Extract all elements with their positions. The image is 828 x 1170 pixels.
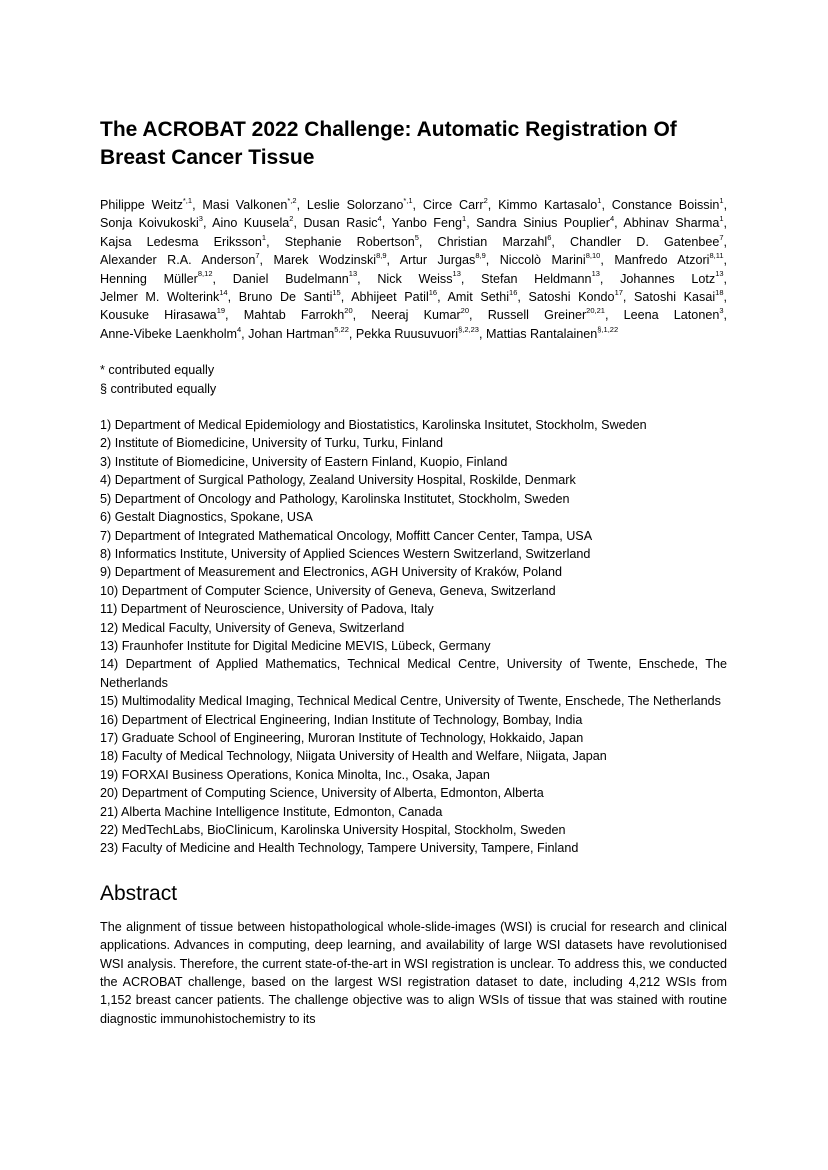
author-name: [100, 287, 228, 305]
author-name: [202, 195, 297, 212]
author-affiliation-marker: 8,10: [585, 251, 601, 261]
author-name: [232, 269, 358, 286]
author-affiliation-marker: *,2: [287, 195, 297, 205]
affiliation-item: 18) Faculty of Medical Technology, Niigata University of Health and Welfare, Niigata, Japan: [100, 749, 607, 764]
author-name-text: Artur Jurgas: [399, 253, 476, 268]
author-affiliation-marker: §,1,22: [597, 324, 619, 334]
author-name: [273, 253, 386, 267]
author-name-text: Johannes Lotz: [620, 271, 716, 286]
author-affiliation-marker: 16: [428, 287, 438, 297]
author-affiliation-marker: 1: [719, 195, 724, 205]
affiliation-item: 7) Department of Integrated Mathematical Oncology, Moffitt Cancer Center, Tampa, USA: [100, 528, 593, 543]
affiliation-item: 1) Department of Medical Epidemiology and Biostatistics, Karolinska Insitutet, Stockholm, Sweden: [100, 418, 647, 433]
author-name: [100, 324, 242, 341]
author-name-text: Constance Boissin: [611, 198, 720, 212]
author-affiliation-marker: *,1: [182, 195, 193, 205]
affiliation-item: 22) MedTechLabs, BioClinicum, Karolinska University Hospital, Stockholm, Sweden: [100, 823, 566, 837]
author-name: [400, 253, 486, 267]
author-name: [422, 195, 488, 212]
author-name-text: Satoshi Kondo: [528, 290, 615, 305]
author-name: [447, 287, 518, 305]
affiliation-list: [100, 416, 727, 858]
author-name-text: Russell Greiner: [487, 308, 587, 323]
author-affiliation-marker: 13: [591, 269, 600, 279]
author-affiliation-marker: 4: [609, 214, 615, 224]
author-affiliation-marker: 8,9: [376, 251, 387, 261]
author-name-text: Kimmo Kartasalo: [498, 198, 598, 212]
author-name: [100, 232, 267, 249]
author-name: [485, 324, 619, 341]
author-name-text: Sonja Koivukoski: [100, 216, 199, 231]
author-name: [634, 287, 724, 305]
paper-page: [100, 116, 727, 1041]
author-name-text: Marek Wodzinski: [273, 253, 377, 268]
author-name: [620, 269, 724, 286]
author-affiliation-marker: 16: [509, 287, 518, 297]
author-name: [303, 216, 381, 230]
affiliation-item: 19) FORXAI Business Operations, Konica Minolta, Inc., Osaka, Japan: [100, 767, 490, 782]
author-name: [391, 216, 466, 230]
author-name: [100, 216, 203, 230]
author-name: [100, 195, 193, 212]
author-name: [351, 287, 438, 305]
affiliation-item: 10) Department of Computer Science, University of Geneva, Geneva, Switzerland: [100, 583, 556, 598]
author-affiliation-marker: 1: [597, 195, 602, 205]
author-name-text: Stephanie Robertson: [284, 234, 415, 249]
contribution-note: § contributed equally: [100, 381, 217, 396]
author-name: [100, 253, 260, 267]
author-affiliation-marker: 8,9: [475, 251, 486, 261]
author-affiliation-marker: 5: [414, 232, 419, 242]
contribution-notes: [100, 361, 727, 398]
author-affiliation-marker: 13: [715, 269, 724, 279]
author-affiliation-marker: 5,22: [334, 324, 349, 334]
author-name-text: Alexander R.A. Anderson: [100, 253, 256, 268]
contribution-note: * contributed equally: [100, 363, 215, 378]
paper-title: The ACROBAT 2022 Challenge: Automatic Registration Of Breast Cancer Tissue: [100, 118, 677, 169]
author-affiliation-marker: 20: [460, 306, 470, 316]
author-name: [437, 232, 552, 249]
affiliation-item: 5) Department of Oncology and Pathology, Karolinska Institutet, Stockholm, Sweden: [100, 491, 570, 506]
author-affiliation-marker: 20: [344, 306, 353, 316]
author-name-text: Abhinav Sharma: [623, 216, 720, 231]
affiliation-item: 13) Fraunhofer Institute for Digital Medicine MEVIS, Lübeck, Germany: [100, 638, 491, 653]
author-name-text: Satoshi Kasai: [634, 290, 716, 305]
author-name: [528, 287, 623, 305]
affiliation-item: 16) Department of Electrical Engineering, Indian Institute of Technology, Bombay, India: [100, 712, 583, 727]
author-name-text: Nick Weiss: [377, 271, 453, 286]
author-name-text: Leena Latonen: [623, 308, 720, 323]
author-affiliation-marker: 2: [289, 214, 294, 224]
affiliation-item: 15) Multimodality Medical Imaging, Technical Medical Centre, University of Twente, Enschede, The Netherlands: [100, 694, 721, 709]
affiliation-item: 20) Department of Computing Science, University of Alberta, Edmonton, Alberta: [100, 786, 544, 801]
author-name-text: Masi Valkonen: [202, 198, 288, 212]
author-name-text: Neeraj Kumar: [371, 308, 461, 323]
author-name: [500, 253, 601, 267]
author-name-text: Daniel Budelmann: [232, 271, 349, 286]
author-name-text: Sandra Sinius Pouplier: [476, 216, 610, 231]
author-name: [248, 324, 349, 341]
author-affiliation-marker: 2: [483, 195, 488, 205]
author-name-text: Manfredo Atzori: [614, 253, 710, 268]
author-name: [488, 308, 605, 322]
affiliation-item: 4) Department of Surgical Pathology, Zealand University Hospital, Roskilde, Denmark: [100, 473, 576, 488]
author-name: [306, 195, 413, 212]
author-affiliation-marker: 6: [547, 232, 552, 242]
author-name: [238, 287, 341, 305]
author-name-text: Bruno De Santi: [238, 290, 333, 305]
author-affiliation-marker: *,1: [403, 195, 413, 205]
author-name-text: Kajsa Ledesma Eriksson: [100, 234, 262, 249]
author-affiliation-marker: 3: [719, 306, 724, 316]
affiliation-item: 6) Gestalt Diagnostics, Spokane, USA: [100, 510, 313, 525]
author-name-text: Christian Marzahl: [437, 234, 548, 249]
author-affiliation-marker: 20,21: [586, 306, 605, 316]
author-affiliation-marker: 15: [332, 287, 341, 297]
affiliation-item: 14) Department of Applied Mathematics, Technical Medical Centre, University of Twente, Enschede, The Netherlands: [100, 657, 727, 690]
author-affiliation-marker: 1: [719, 214, 724, 224]
author-affiliation-marker: 14: [219, 287, 228, 297]
author-affiliation-marker: 4: [377, 214, 382, 224]
affiliation-item: 9) Department of Measurement and Electronics, AGH University of Kraków, Poland: [100, 565, 562, 580]
affiliation-item: 23) Faculty of Medicine and Health Technology, Tampere University, Tampere, Finland: [100, 841, 579, 856]
author-name-text: Aino Kuusela: [212, 216, 290, 231]
author-name: [498, 195, 602, 212]
author-name: [355, 324, 479, 341]
abstract-text: The alignment of tissue between histopathological whole-slide-images (WSI) is crucial for research and clinical applications. Advances in computing, deep learning, and availability of large WSI datasets have revolutionised WSI analysis. Therefore, the current state-of-the-art in WSI registration is unclear. To address this, we conducted the ACROBAT challenge, based on the largest WSI registration dataset to date, including 4,212 WSIs from 1,152 breast cancer patients. The challenge objective was to align WSIs of tissue that was stained with routine diagnostic immunohistochemistry to its: [100, 919, 727, 1026]
author-name-text: Abhijeet Patil: [351, 290, 429, 305]
author-name: [570, 232, 724, 249]
author-affiliation-marker: 13: [348, 269, 358, 279]
author-name-text: Jelmer M. Wolterink: [100, 290, 220, 305]
author-name-text: Henning Müller: [100, 271, 198, 286]
author-affiliation-marker: 8,11: [709, 251, 724, 261]
author-affiliation-marker: 7: [719, 232, 724, 242]
author-name-text: Niccolò Marini: [499, 253, 586, 268]
author-name-text: Yanbo Feng: [391, 216, 463, 231]
author-name: [481, 269, 600, 286]
author-name-text: Amit Sethi: [447, 290, 510, 305]
author-affiliation-marker: §,2,23: [458, 324, 479, 334]
author-name-text: Philippe Weitz: [100, 198, 183, 212]
author-name-text: Stefan Heldmann: [481, 271, 592, 286]
author-affiliation-marker: 1: [261, 232, 267, 242]
author-affiliation-marker: 13: [452, 269, 461, 279]
author-name: [611, 195, 724, 212]
author-affiliation-marker: 8,12: [197, 269, 213, 279]
affiliation-item: 17) Graduate School of Engineering, Muroran Institute of Technology, Hokkaido, Japan: [100, 730, 584, 745]
author-name: [614, 253, 723, 267]
affiliation-item: 8) Informatics Institute, University of Applied Sciences Western Switzerland, Switzerland: [100, 546, 591, 561]
author-name: [244, 308, 353, 322]
author-affiliation-marker: 18: [715, 287, 724, 297]
author-name-text: Dusan Rasic: [303, 216, 378, 231]
author-name-text: Mahtab Farrokh: [243, 308, 345, 323]
author-name: [377, 269, 461, 286]
author-list: Philippe Weitz$^{*,1}$, Masi Valkonen$^{*,2}$, Leslie Solorzano$^{*,1}$, Circe Carr$^2$, Kimmo Kartasalo$^1$, Constance Boissin$^1$, Sonja Koivukoski$^3$, Aino Kuusela$^2$, Dusan Rasic$^4$, Yanbo Feng$^1$, Sandra Sinius Pouplier$^4$, Abhinav Sharma$^1$, Kajsa Ledesma Eriksson$^1$, Stephanie Robertson$^5$, Christian Marzahl$^6$, Chandler D. Gatenbee$^7$, Alexander R.A. Anderson$^7$, Marek Wodzinski$^{8,9}$, Artur Jurgas$^{8,9}$, Niccolò Marini$^{8,10}$, Manfredo Atzori$^{8,11}$, Henning Müller$^{8,12}$, Daniel Budelmann$^{13}$, Nick Weiss$^{13}$, Stefan Heldmann$^{13}$, Johannes Lotz$^{13}$, Jelmer M. Wolterink$^{14}$, Bruno De Santi$^{15}$, Abhijeet Patil$^{16}$, Amit Sethi$^{16}$, Satoshi Kondo$^{17}$, Satoshi Kasai$^{18}$, Kousuke Hirasawa$^{19}$, Mahtab Farrokh$^{20}$, Neeraj Kumar$^{20}$, Russell Greiner$^{20,21}$, Leena Latonen$^3$, Anne-Vibeke Laenkholm$^4$, Johan Hartman$^{5,22}$, Pekka Ruusuvuori$^{\S,2,23}$, Mattias Rantalainen$^{\S,1,22}$: [100, 195, 728, 341]
author-affiliation-marker: 3: [198, 214, 203, 224]
author-name: [212, 216, 293, 230]
author-affiliation-marker: 19: [216, 306, 226, 316]
author-name: [476, 216, 614, 230]
author-affiliation-marker: 17: [614, 287, 623, 297]
affiliation-item: 3) Institute of Biomedicine, University of Eastern Finland, Kuopio, Finland: [100, 454, 508, 469]
author-name-text: Circe Carr: [422, 198, 484, 212]
author-name: [100, 269, 213, 286]
author-name: [371, 308, 469, 322]
affiliation-item: 2) Institute of Biomedicine, University of Turku, Turku, Finland: [100, 436, 443, 451]
author-name: [624, 308, 724, 322]
author-affiliation-marker: 7: [255, 251, 260, 261]
author-affiliation-marker: 4: [237, 324, 242, 334]
author-name: [623, 216, 723, 230]
abstract-heading: Abstract: [100, 881, 178, 905]
author-affiliation-marker: 1: [462, 214, 467, 224]
author-name-text: Anne-Vibeke Laenkholm: [100, 326, 237, 341]
author-name-text: Leslie Solorzano: [306, 198, 404, 212]
author-name: [284, 232, 419, 249]
author-name: [100, 308, 225, 322]
affiliation-item: 11) Department of Neuroscience, University of Padova, Italy: [100, 602, 434, 617]
affiliation-item: 21) Alberta Machine Intelligence Institute, Edmonton, Canada: [100, 804, 443, 819]
author-name-text: Johan Hartman: [248, 326, 335, 341]
author-name-text: Mattias Rantalainen: [485, 326, 598, 341]
author-name-text: Chandler D. Gatenbee: [570, 234, 720, 249]
author-name-text: Kousuke Hirasawa: [100, 308, 217, 323]
affiliation-item: 12) Medical Faculty, University of Geneva, Switzerland: [100, 620, 405, 635]
author-name-text: Pekka Ruusuvuori: [355, 326, 459, 341]
